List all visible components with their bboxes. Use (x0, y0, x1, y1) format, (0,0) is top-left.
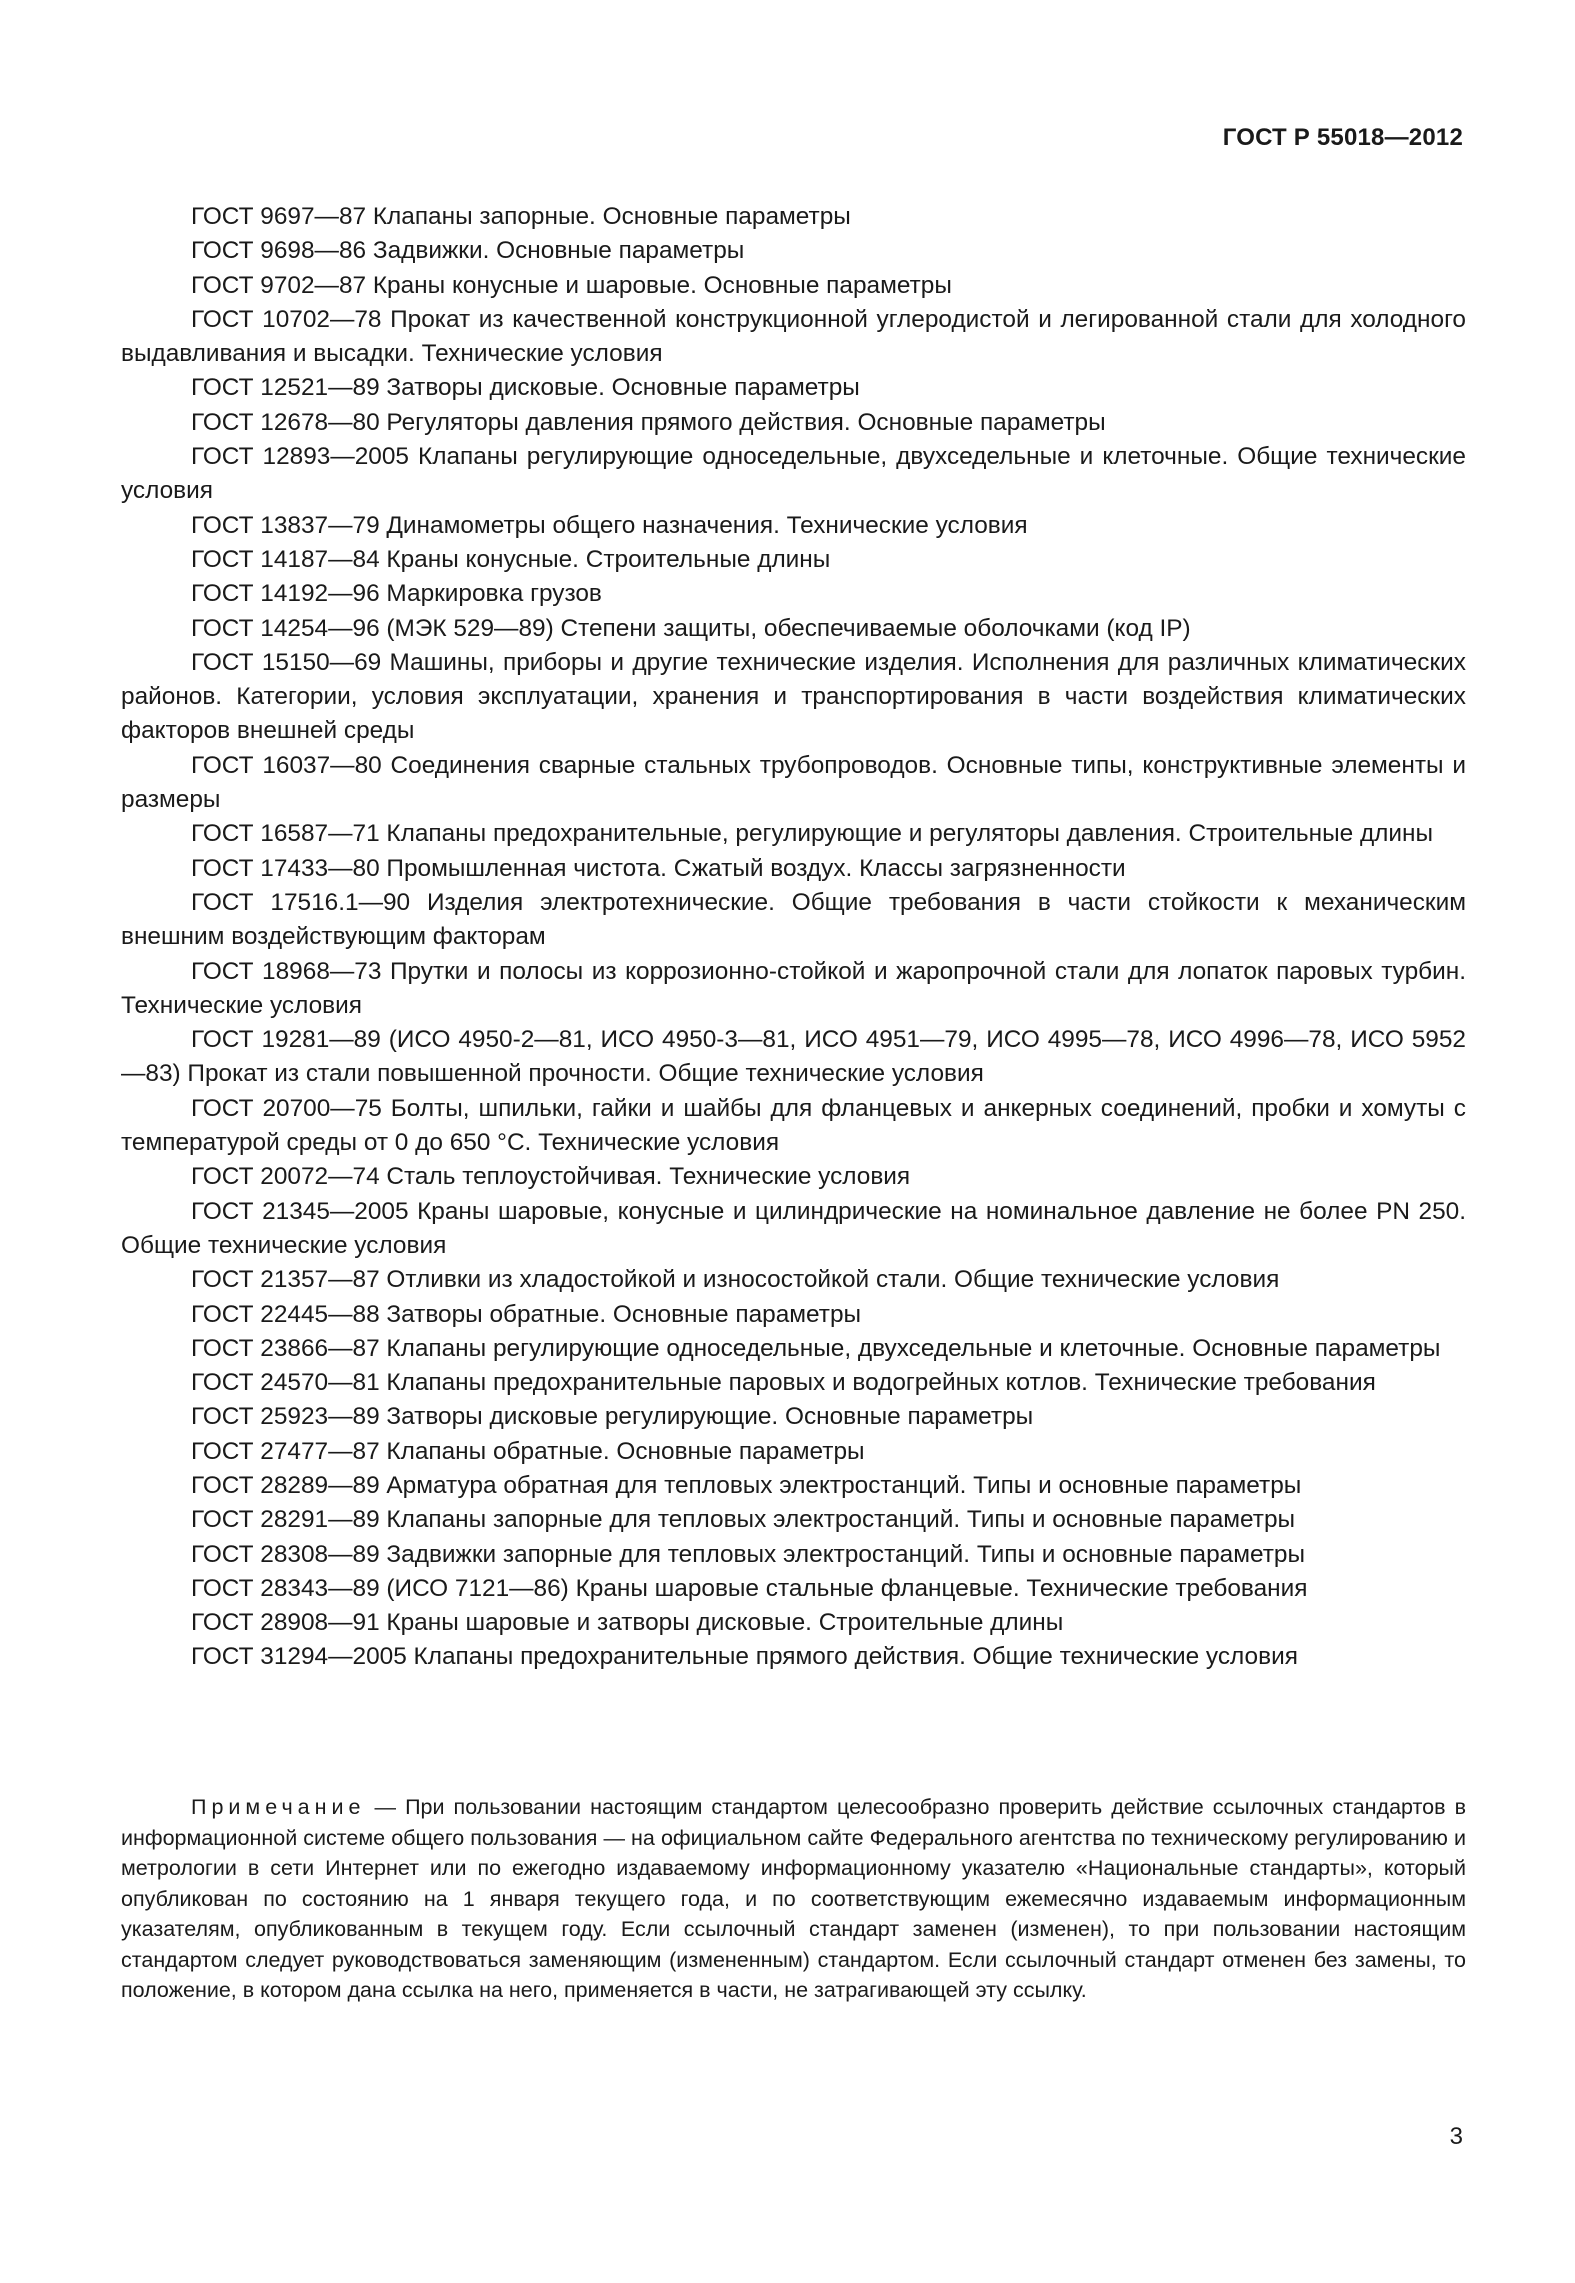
reference-item: ГОСТ 10702—78 Прокат из качественной конструкционной углеродистой и легированной стали для холодного выдавливания и высадки. Технические условия (121, 305, 1466, 368)
reference-item: ГОСТ 12678—80 Регуляторы давления прямого действия. Основные параметры (191, 408, 1106, 436)
reference-item: ГОСТ 14254—96 (МЭК 529—89) Степени защиты, обеспечиваемые оболочками (код IP) (191, 614, 1191, 642)
reference-item: ГОСТ 28289—89 Арматура обратная для тепловых электростанций. Типы и основные параметры (191, 1471, 1302, 1499)
reference-item: ГОСТ 17433—80 Промышленная чистота. Сжатый воздух. Классы загрязненности (191, 854, 1126, 882)
reference-item: ГОСТ 13837—79 Динамометры общего назначения. Технические условия (191, 511, 1028, 539)
reference-item: ГОСТ 28343—89 (ИСО 7121—86) Краны шаровые стальные фланцевые. Технические требования (191, 1574, 1308, 1602)
reference-item: ГОСТ 20700—75 Болты, шпильки, гайки и шайбы для фланцевых и анкерных соединений, пробки и хомуты с температурой среды от 0 до 650 °С. Технические условия (121, 1094, 1466, 1157)
reference-item: ГОСТ 14187—84 Краны конусные. Строительные длины (191, 545, 831, 573)
reference-item: ГОСТ 24570—81 Клапаны предохранительные паровых и водогрейных котлов. Технические требования (191, 1369, 1376, 1397)
reference-item: ГОСТ 12521—89 Затворы дисковые. Основные параметры (191, 374, 860, 402)
reference-item: ГОСТ 12893—2005 Клапаны регулирующие односедельные, двухседельные и клеточные. Общие технические условия (121, 443, 1466, 505)
reference-item: ГОСТ 31294—2005 Клапаны предохранительные прямого действия. Общие технические условия (191, 1643, 1298, 1671)
reference-item: ГОСТ 19281—89 (ИСО 4950-2—81, ИСО 4950-3—81, ИСО 4951—79, ИСО 4995—78, ИСО 4996—78, ИСО 5952—83) Прокат из стали повышенной прочности. Общие технические условия (121, 1026, 1466, 1088)
reference-item: ГОСТ 21345—2005 Краны шаровые, конусные и цилиндрические на номинальное давление не более PN 250. Общие технические условия (121, 1197, 1466, 1259)
reference-item: ГОСТ 28308—89 Задвижки запорные для тепловых электростанций. Типы и основные параметры (191, 1540, 1305, 1568)
reference-item: ГОСТ 14192—96 Маркировка грузов (191, 580, 602, 608)
note-paragraph (121, 1792, 1466, 2006)
note-text: — При пользовании настоящим стандартом целесообразно проверить действие ссылочных стандартов в информационной системе общего пользования — на официальном сайте Федерального агентства по техническому регулированию и метрологии в сети Интернет или по ежегодно издаваемому информационному указателю «Национальные стандарты», который опубликован по состоянию на 1 января текущего года, и по соответствующим ежемесячно издаваемым информационным указателям, опубликованным в текущем году. Если ссылочный стандарт заменен (изменен), то при пользовании настоящим стандартом следует руководствоваться заменяющим (измененным) стандартом. Если ссылочный стандарт отменен без замены, то положение, в котором дана ссылка на него, применяется в части, не затрагивающей эту ссылку. (121, 1795, 1466, 2002)
reference-item: ГОСТ 28291—89 Клапаны запорные для тепловых электростанций. Типы и основные параметры (191, 1506, 1296, 1534)
normative-references-list (121, 200, 1466, 1675)
reference-item: ГОСТ 21357—87 Отливки из хладостойкой и износостойкой стали. Общие технические условия (191, 1266, 1280, 1294)
reference-item: ГОСТ 18968—73 Прутки и полосы из коррозионно-стойкой и жаропрочной стали для лопаток паровых турбин. Технические условия (121, 957, 1466, 1019)
reference-item: ГОСТ 20072—74 Сталь теплоустойчивая. Технические условия (191, 1163, 911, 1191)
reference-item: ГОСТ 9698—86 Задвижки. Основные параметры (191, 237, 745, 265)
note-label: Примечание (191, 1795, 366, 1819)
reference-item: ГОСТ 16037—80 Соединения сварные стальных трубопроводов. Основные типы, конструктивные элементы и размеры (121, 751, 1466, 814)
reference-item: ГОСТ 28908—91 Краны шаровые и затворы дисковые. Строительные длины (191, 1609, 1064, 1637)
reference-item: ГОСТ 15150—69 Машины, приборы и другие технические изделия. Исполнения для различных климатических районов. Категории, условия эксплуатации, хранения и транспортирования в части воздействия климатических факторов внешней среды (121, 648, 1466, 745)
reference-item: ГОСТ 22445—88 Затворы обратные. Основные параметры (191, 1300, 862, 1328)
reference-item: ГОСТ 9702—87 Краны конусные и шаровые. Основные параметры (191, 271, 952, 299)
document-id-header: ГОСТ Р 55018—2012 (1222, 124, 1463, 151)
reference-item: ГОСТ 25923—89 Затворы дисковые регулирующие. Основные параметры (191, 1403, 1034, 1431)
page-number: 3 (1449, 2123, 1463, 2150)
reference-item: ГОСТ 17516.1—90 Изделия электротехнические. Общие требования в части стойкости к механическим внешним воздействующим факторам (121, 888, 1466, 951)
reference-item: ГОСТ 27477—87 Клапаны обратные. Основные параметры (191, 1437, 865, 1465)
reference-item: ГОСТ 23866—87 Клапаны регулирующие односедельные, двухседельные и клеточные. Основные параметры (191, 1334, 1441, 1362)
reference-item: ГОСТ 9697—87 Клапаны запорные. Основные параметры (191, 203, 851, 230)
reference-item: ГОСТ 16587—71 Клапаны предохранительные, регулирующие и регуляторы давления. Строительные длины (191, 820, 1434, 848)
